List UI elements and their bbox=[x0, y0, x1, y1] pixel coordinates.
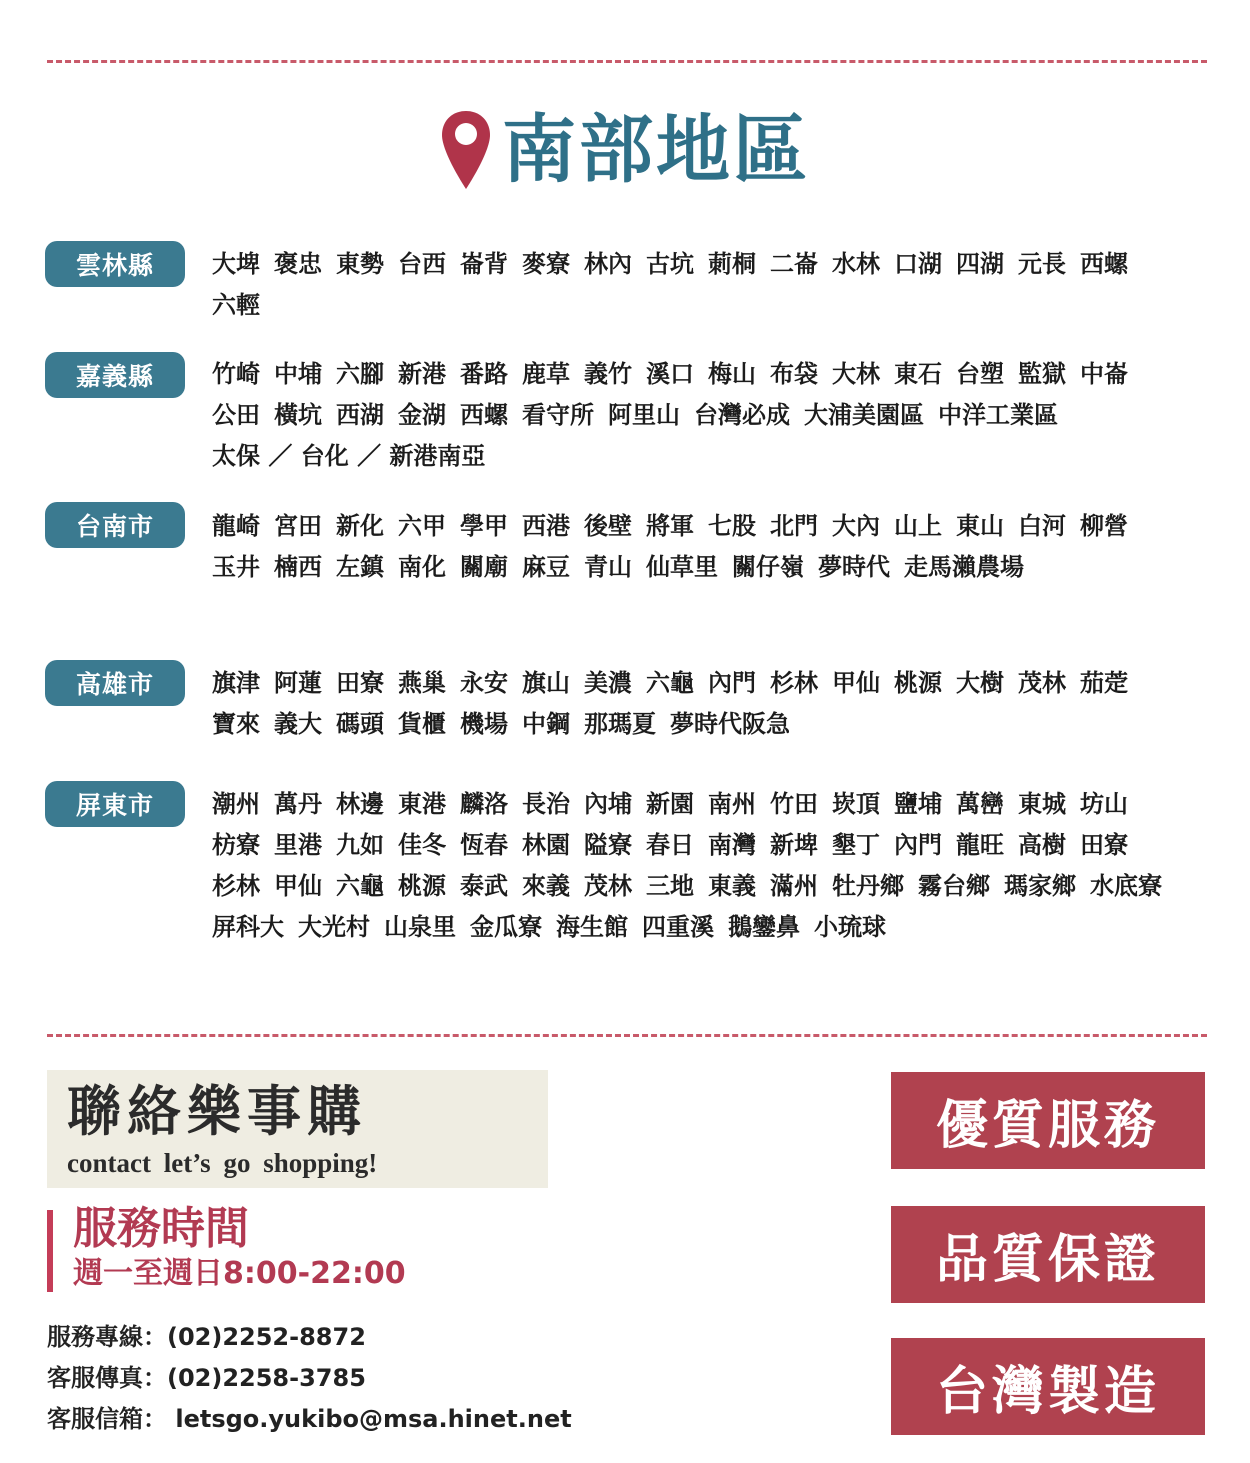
fax-line: 客服傳真：(02)2258-3785 bbox=[47, 1364, 366, 1392]
town-item: 公田 bbox=[212, 401, 260, 429]
town-item: 台西 bbox=[398, 250, 446, 278]
town-item: 義大 bbox=[274, 710, 322, 738]
town-item: 鹿草 bbox=[522, 360, 570, 388]
town-item: 東石 bbox=[894, 360, 942, 388]
town-item: 六龜 bbox=[336, 872, 384, 900]
town-item: 大內 bbox=[832, 512, 880, 540]
region-header bbox=[0, 104, 1250, 196]
town-item: 林內 bbox=[584, 250, 632, 278]
town-item: 白河 bbox=[1018, 512, 1066, 540]
town-item: 隘寮 bbox=[584, 831, 632, 859]
town-item: 瑪家鄉 bbox=[1004, 872, 1076, 900]
town-list-kaohsiung bbox=[212, 663, 1202, 745]
town-item: 南灣 bbox=[708, 831, 756, 859]
town-item: 六腳 bbox=[336, 360, 384, 388]
made-in-taiwan-badge: 台灣製造 bbox=[891, 1338, 1205, 1435]
town-item: 水底寮 bbox=[1090, 872, 1162, 900]
town-list-tainan bbox=[212, 506, 1202, 588]
town-item: 里港 bbox=[274, 831, 322, 859]
town-item: 麟洛 bbox=[460, 790, 508, 818]
town-item: 宮田 bbox=[274, 512, 322, 540]
hours-title: 服務時間 bbox=[73, 1203, 249, 1254]
town-item: 六甲 bbox=[398, 512, 446, 540]
town-item: 林園 bbox=[522, 831, 570, 859]
town-item: 中埔 bbox=[274, 360, 322, 388]
town-item: 監獄 bbox=[1018, 360, 1066, 388]
town-item: 阿蓮 bbox=[274, 669, 322, 697]
town-item: 美濃 bbox=[584, 669, 632, 697]
town-item: 楠西 bbox=[274, 553, 322, 581]
town-item: 潮州 bbox=[212, 790, 260, 818]
town-item: 東山 bbox=[956, 512, 1004, 540]
town-item: 茂林 bbox=[1018, 669, 1066, 697]
town-item: 後壁 bbox=[584, 512, 632, 540]
town-item: 大林 bbox=[832, 360, 880, 388]
town-item: 莿桐 bbox=[708, 250, 756, 278]
town-item: 田寮 bbox=[336, 669, 384, 697]
town-item: 梅山 bbox=[708, 360, 756, 388]
town-item: 走馬瀨農場 bbox=[904, 553, 1024, 581]
town-item: 柳營 bbox=[1080, 512, 1128, 540]
town-item: 二崙 bbox=[770, 250, 818, 278]
map-pin-icon bbox=[440, 109, 492, 191]
town-item: 長治 bbox=[522, 790, 570, 818]
town-item: 大浦美園區 bbox=[804, 401, 924, 429]
town-item: 四湖 bbox=[956, 250, 1004, 278]
town-item: 看守所 bbox=[522, 401, 594, 429]
hours-accent-bar bbox=[47, 1210, 53, 1292]
town-item: 機場 bbox=[460, 710, 508, 738]
town-item: 北門 bbox=[770, 512, 818, 540]
town-item: 貨櫃 bbox=[398, 710, 446, 738]
town-item: 崙背 bbox=[460, 250, 508, 278]
town-item: 口湖 bbox=[894, 250, 942, 278]
town-item: 六龜 bbox=[646, 669, 694, 697]
town-item: 東港 bbox=[398, 790, 446, 818]
town-item: 桃源 bbox=[398, 872, 446, 900]
town-list-yunlin bbox=[212, 244, 1202, 326]
town-item: 三地 bbox=[646, 872, 694, 900]
county-badge-pingtung: 屏東市 bbox=[45, 781, 185, 827]
middle-divider bbox=[47, 1034, 1207, 1037]
town-item: 小琉球 bbox=[814, 913, 886, 941]
county-badge-yunlin: 雲林縣 bbox=[45, 241, 185, 287]
town-item: 崁頂 bbox=[832, 790, 880, 818]
town-item: 鹽埔 bbox=[894, 790, 942, 818]
town-item: 關仔嶺 bbox=[732, 553, 804, 581]
town-item: 南化 bbox=[398, 553, 446, 581]
hours-text: 週一至週日8:00-22:00 bbox=[73, 1256, 406, 1291]
town-item: 東勢 bbox=[336, 250, 384, 278]
town-item: 內門 bbox=[894, 831, 942, 859]
town-item: 萬巒 bbox=[956, 790, 1004, 818]
town-item: 南州 bbox=[708, 790, 756, 818]
town-item: 鵝鑾鼻 bbox=[728, 913, 800, 941]
town-item: 玉井 bbox=[212, 553, 260, 581]
town-item: 夢時代 bbox=[818, 553, 890, 581]
town-item: 龍崎 bbox=[212, 512, 260, 540]
town-item: 旗山 bbox=[522, 669, 570, 697]
town-item: 林邊 bbox=[336, 790, 384, 818]
town-item: 霧台鄉 bbox=[918, 872, 990, 900]
town-item: 萬丹 bbox=[274, 790, 322, 818]
town-item: 麻豆 bbox=[522, 553, 570, 581]
town-item: 內埔 bbox=[584, 790, 632, 818]
town-item: 那瑪夏 bbox=[584, 710, 656, 738]
town-item: 甲仙 bbox=[274, 872, 322, 900]
town-item: 大光村 bbox=[298, 913, 370, 941]
town-item: 將軍 bbox=[646, 512, 694, 540]
town-item: 永安 bbox=[460, 669, 508, 697]
town-item: 山上 bbox=[894, 512, 942, 540]
town-item: 竹崎 bbox=[212, 360, 260, 388]
town-list-chiayi bbox=[212, 354, 1202, 477]
town-item: 屏科大 bbox=[212, 913, 284, 941]
town-item: 新園 bbox=[646, 790, 694, 818]
town-list-pingtung bbox=[212, 784, 1202, 948]
town-item: 新港 bbox=[398, 360, 446, 388]
town-item: 元長 bbox=[1018, 250, 1066, 278]
town-item: 滿州 bbox=[770, 872, 818, 900]
contact-title: 聯絡樂事購 bbox=[67, 1079, 367, 1143]
town-item: 恆春 bbox=[460, 831, 508, 859]
town-item: 泰武 bbox=[460, 872, 508, 900]
town-item: 台塑 bbox=[956, 360, 1004, 388]
town-item: 中鋼 bbox=[522, 710, 570, 738]
quality-service-badge: 優質服務 bbox=[891, 1072, 1205, 1169]
town-item: 西螺 bbox=[1080, 250, 1128, 278]
county-badge-tainan: 台南市 bbox=[45, 502, 185, 548]
town-item: 新化 bbox=[336, 512, 384, 540]
town-item: 大樹 bbox=[956, 669, 1004, 697]
town-item: 古坑 bbox=[646, 250, 694, 278]
quality-guarantee-badge: 品質保證 bbox=[891, 1206, 1205, 1303]
town-item: 甲仙 bbox=[832, 669, 880, 697]
phone-line: 服務專線：(02)2252-8872 bbox=[47, 1323, 366, 1351]
town-item: 海生館 bbox=[556, 913, 628, 941]
town-item: 碼頭 bbox=[336, 710, 384, 738]
town-item: 茂林 bbox=[584, 872, 632, 900]
town-item: 田寮 bbox=[1080, 831, 1128, 859]
town-item: 大埤 bbox=[212, 250, 260, 278]
town-item: 枋寮 bbox=[212, 831, 260, 859]
town-item: 竹田 bbox=[770, 790, 818, 818]
contact-box bbox=[47, 1070, 548, 1188]
county-badge-kaohsiung: 高雄市 bbox=[45, 660, 185, 706]
town-item: 春日 bbox=[646, 831, 694, 859]
town-item: 西港 bbox=[522, 512, 570, 540]
town-item: 中崙 bbox=[1080, 360, 1128, 388]
town-item: 左鎮 bbox=[336, 553, 384, 581]
town-item: 來義 bbox=[522, 872, 570, 900]
town-item: 四重溪 bbox=[642, 913, 714, 941]
town-item: 旗津 bbox=[212, 669, 260, 697]
town-item: 金湖 bbox=[398, 401, 446, 429]
town-item: 學甲 bbox=[460, 512, 508, 540]
town-item: 龍旺 bbox=[956, 831, 1004, 859]
town-item: 台灣必成 bbox=[694, 401, 790, 429]
town-item: 褒忠 bbox=[274, 250, 322, 278]
town-item: 佳冬 bbox=[398, 831, 446, 859]
town-item: 東義 bbox=[708, 872, 756, 900]
email-line: 客服信箱： letsgo.yukibo@msa.hinet.net bbox=[47, 1405, 572, 1433]
region-title: 南部地區 bbox=[502, 107, 810, 193]
town-item: 七股 bbox=[708, 512, 756, 540]
town-item: 高樹 bbox=[1018, 831, 1066, 859]
town-item: 杉林 bbox=[212, 872, 260, 900]
town-item: 山泉里 bbox=[384, 913, 456, 941]
town-item: 麥寮 bbox=[522, 250, 570, 278]
town-item: 阿里山 bbox=[608, 401, 680, 429]
town-item: 西螺 bbox=[460, 401, 508, 429]
town-item: 水林 bbox=[832, 250, 880, 278]
town-item: 橫坑 bbox=[274, 401, 322, 429]
town-item: 青山 bbox=[584, 553, 632, 581]
town-item: 布袋 bbox=[770, 360, 818, 388]
town-item: 西湖 bbox=[336, 401, 384, 429]
town-item: 關廟 bbox=[460, 553, 508, 581]
top-divider bbox=[47, 60, 1207, 63]
town-item: 內門 bbox=[708, 669, 756, 697]
town-item: 夢時代阪急 bbox=[670, 710, 790, 738]
county-badge-chiayi: 嘉義縣 bbox=[45, 352, 185, 398]
town-item: 燕巢 bbox=[398, 669, 446, 697]
town-item: 番路 bbox=[460, 360, 508, 388]
town-item: 寶來 bbox=[212, 710, 260, 738]
town-item: 東城 bbox=[1018, 790, 1066, 818]
town-item: 墾丁 bbox=[832, 831, 880, 859]
town-item: 杉林 bbox=[770, 669, 818, 697]
town-item: 金瓜寮 bbox=[470, 913, 542, 941]
town-item: 六輕 bbox=[212, 291, 260, 319]
town-item: 新埤 bbox=[770, 831, 818, 859]
town-item: 仙草里 bbox=[646, 553, 718, 581]
town-item: 坊山 bbox=[1080, 790, 1128, 818]
town-item: 九如 bbox=[336, 831, 384, 859]
town-item: 太保 ／ 台化 ／ 新港南亞 bbox=[212, 442, 486, 470]
contact-subtitle: contact let’s go shopping! bbox=[67, 1148, 378, 1178]
town-item: 牡丹鄉 bbox=[832, 872, 904, 900]
town-item: 中洋工業區 bbox=[938, 401, 1058, 429]
town-item: 茄萣 bbox=[1080, 669, 1128, 697]
town-item: 義竹 bbox=[584, 360, 632, 388]
town-item: 溪口 bbox=[646, 360, 694, 388]
town-item: 桃源 bbox=[894, 669, 942, 697]
